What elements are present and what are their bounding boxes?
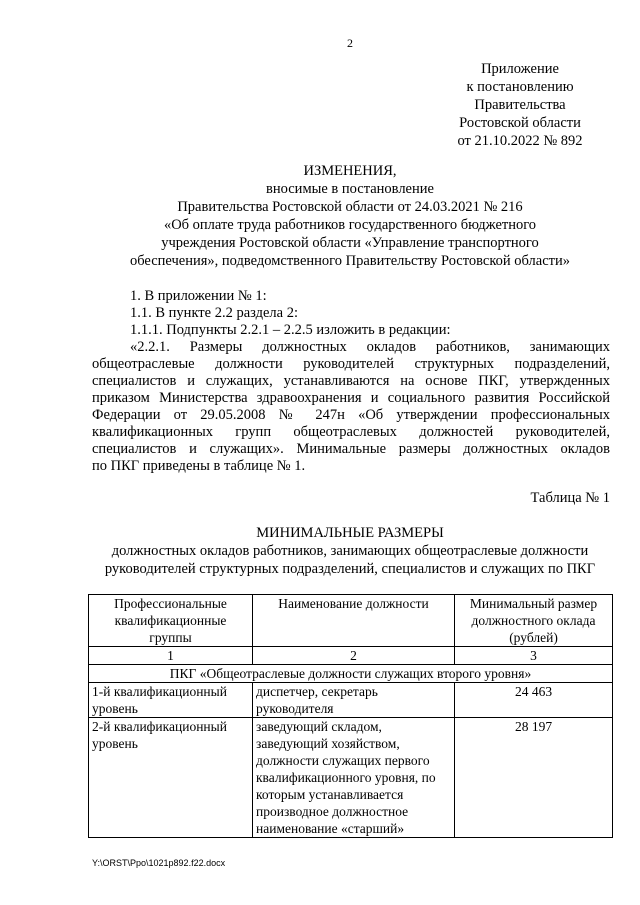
changes-heading: ИЗМЕНЕНИЯ, (303, 163, 397, 179)
table-row (89, 683, 613, 718)
paragraph-line: общеотраслевые должности руководителей структурных подразделений, (92, 356, 610, 372)
min-salaries-title (60, 524, 640, 578)
paragraph-line: квалификационных групп общеотраслевых должностей руководителей, (92, 424, 610, 440)
position-cell: заведующий складом, заведующий хозяйством, должности служащих первого квалификационного уровня, по которым устанавливается производное должностное наименование «старший» (253, 718, 455, 838)
group-title: ПКГ «Общеотраслевые должности служащих второго уровня» (89, 665, 613, 683)
page-number: 2 (347, 36, 353, 50)
paragraph-line: приказом Министерства здравоохранения и социального развития Российской (92, 390, 610, 406)
appendix-line: к постановлению (466, 79, 574, 95)
position-cell: диспетчер, секретарь руководителя (253, 683, 455, 718)
min-title-line: руководителей структурных подразделений, специалистов и служащих по ПКГ (104, 561, 596, 577)
header-cell: Минимальный размер должностного оклада (рублей) (455, 595, 613, 647)
file-path-footer: Y:\ORST\Ppo\1021p892.f22.docx (92, 858, 226, 868)
changes-title-line: Правительства Ростовской области от 24.03.2021 № 216 (177, 199, 523, 215)
salary-cell: 24 463 (455, 683, 613, 718)
level-cell: 2-й квалификационный уровень (89, 718, 253, 838)
header-cell: Профессиональные квалификационные группы (89, 595, 253, 647)
changes-title-line: «Об оплате труда работников государственного бюджетного (163, 217, 537, 233)
salary-cell: 28 197 (455, 718, 613, 838)
appendix-line: Правительства (474, 97, 566, 113)
min-title-line: должностных окладов работников, занимающих общеотраслевые должности (111, 543, 589, 559)
changes-title (60, 162, 640, 270)
salary-table (88, 594, 613, 838)
table-row (89, 718, 613, 838)
appendix-line: от 21.10.2022 № 892 (457, 133, 583, 149)
table-header-row (89, 595, 613, 647)
paragraph-line: специалистов и служащих». Минимальные размеры должностных окладов (92, 441, 610, 457)
appendix-block (420, 60, 620, 150)
item-1-1: 1.1. В пункте 2.2 раздела 2: (130, 305, 298, 321)
appendix-line: Приложение (481, 61, 559, 77)
column-number: 3 (455, 647, 613, 665)
paragraph-line: по ПКГ приведены в таблице № 1. (92, 458, 306, 474)
column-number: 1 (89, 647, 253, 665)
header-cell: Наименование должности (253, 595, 455, 647)
level-cell: 1-й квалификационный уровень (89, 683, 253, 718)
item-1-1-1: 1.1.1. Подпункты 2.2.1 – 2.2.5 изложить в редакции: (130, 322, 451, 338)
min-title-heading: МИНИМАЛЬНЫЕ РАЗМЕРЫ (256, 525, 444, 541)
paragraph-line: «2.2.1. Размеры должностных окладов работников, занимающих (130, 339, 610, 355)
item-1: 1. В приложении № 1: (130, 288, 267, 304)
paragraph-line: специалистов и служащих, устанавливаются на основе ПКГ, утвержденных (92, 373, 610, 389)
changes-title-line: вносимые в постановление (266, 181, 434, 197)
table-label: Таблица № 1 (530, 490, 610, 506)
changes-title-line: учреждения Ростовской области «Управление транспортного (161, 235, 539, 251)
paragraph-line: Федерации от 29.05.2008 № 247н «Об утверждении профессиональных (92, 407, 610, 423)
changes-title-line: обеспечения», подведомственного Правительству Ростовской области» (129, 253, 570, 269)
column-number-row (89, 647, 613, 665)
body-text (92, 288, 610, 475)
appendix-line: Ростовской области (459, 115, 581, 131)
group-title-row (89, 665, 613, 683)
column-number: 2 (253, 647, 455, 665)
